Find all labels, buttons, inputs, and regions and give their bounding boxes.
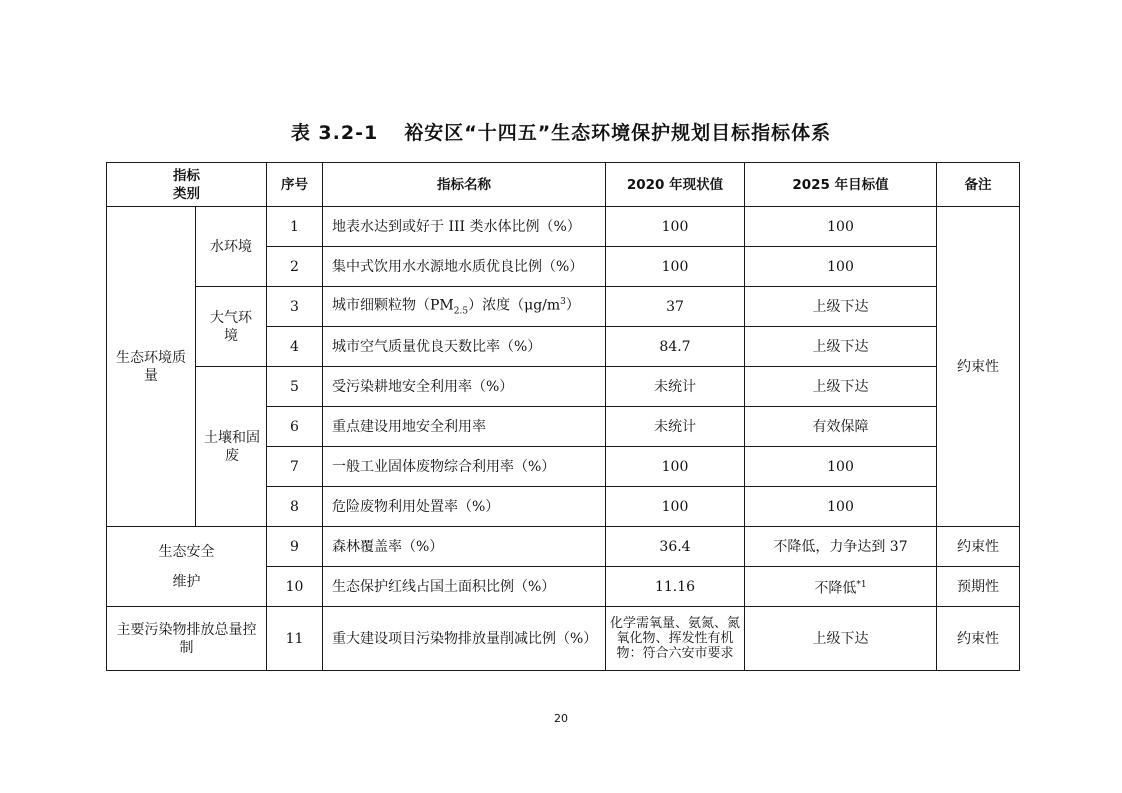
value-2020: 11.16 [606,567,745,607]
indicator-name: 重大建设项目污染物排放量削减比例（%） [323,607,606,671]
indicator-name: 城市空气质量优良天数比率（%） [323,327,606,367]
value-2025: 100 [745,487,937,527]
seq-cell: 11 [267,607,323,671]
table-row [107,207,1020,247]
value-2020: 100 [606,487,745,527]
seq-cell: 1 [267,207,323,247]
indicator-name: 一般工业固体废物综合利用率（%） [323,447,606,487]
group-water: 水环境 [196,207,267,287]
footnote-marker: *1 [856,579,867,590]
seq-cell: 3 [267,287,323,327]
value-2020: 未统计 [606,407,745,447]
value-2025: 上级下达 [745,287,937,327]
group-eco-security: 生态安全 维护 [107,527,267,607]
seq-cell: 4 [267,327,323,367]
value-2025: 不降低$^{*1}$ [745,567,937,607]
value-2025: 100 [745,247,937,287]
seq-cell: 7 [267,447,323,487]
group-eco-quality: 生态环境质量 [107,207,196,527]
indicator-name: 重点建设用地安全利用率 [323,407,606,447]
value-2025: 不降低，力争达到 37 [745,527,937,567]
indicator-name: 受污染耕地安全利用率（%） [323,367,606,407]
indicator-name: 生态保护红线占国土面积比例（%） [323,567,606,607]
indicator-name: 森林覆盖率（%） [323,527,606,567]
header-2025: 2025 年目标值 [745,163,937,207]
value-2020: 37 [606,287,745,327]
seq-cell: 6 [267,407,323,447]
indicator-name: 城市细颗粒物$(PM_{2.5})$浓度$(\mu g/m^3)$ [323,287,606,327]
value-2025: 上级下达 [745,367,937,407]
seq-cell: 2 [267,247,323,287]
header-row [107,163,1020,207]
header-name: 指标名称 [323,163,606,207]
table-row [107,287,1020,327]
group-pollutant: 主要污染物排放总量控制 [107,607,267,671]
indicator-name: 集中式饮用水水源地水质优良比例（%） [323,247,606,287]
table-row [107,607,1020,671]
remark-constraint: 约束性 [937,207,1020,527]
value-2020: 100 [606,247,745,287]
remark-cell: 约束性 [937,607,1020,671]
group-soil: 土壤和固废 [196,367,267,527]
remark-cell: 约束性 [937,527,1020,567]
value-2025: 100 [745,447,937,487]
seq-cell: 9 [267,527,323,567]
value-2025: 上级下达 [745,607,937,671]
value-2020: 化学需氧量、氨氮、氮氧化物、挥发性有机物：符合六安市要求 [606,607,745,671]
table-number: 表 3.2-1 [290,122,379,144]
header-category: 指标 类别 [107,163,267,207]
indicator-name: 地表水达到或好于 III 类水体比例（%） [323,207,606,247]
header-2020: 2020 年现状值 [606,163,745,207]
remark-cell: 预期性 [937,567,1020,607]
value-2020: 84.7 [606,327,745,367]
group-air: 大气环境 [196,287,267,367]
indicator-name: 危险废物利用处置率（%） [323,487,606,527]
value-2025: 100 [745,207,937,247]
table-row [107,527,1020,567]
page-number: 20 [554,712,568,725]
value-2025: 有效保障 [745,407,937,447]
table-title [0,118,1122,145]
header-seq: 序号 [267,163,323,207]
seq-cell: 5 [267,367,323,407]
value-2020: 100 [606,447,745,487]
seq-cell: 10 [267,567,323,607]
header-remark: 备注 [937,163,1020,207]
value-2020: 未统计 [606,367,745,407]
indicator-table [106,162,1020,671]
table-title-text: 裕安区“十四五”生态环境保护规划目标指标体系 [404,122,832,144]
value-2025: 上级下达 [745,327,937,367]
table-row [107,367,1020,407]
seq-cell: 8 [267,487,323,527]
value-2020: 36.4 [606,527,745,567]
value-2020: 100 [606,207,745,247]
